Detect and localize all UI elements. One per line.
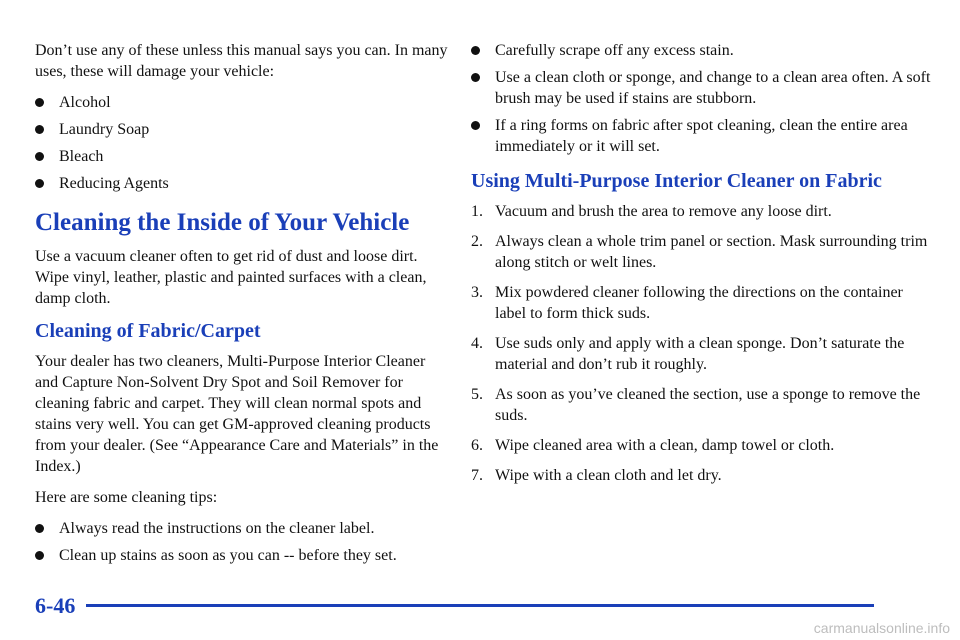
left-column: [35, 40, 450, 572]
list-item: Always read the instructions on the cleaner label.: [35, 518, 450, 539]
page-number: 6-46: [35, 593, 76, 618]
tips-list-continued: [471, 40, 931, 157]
steps-list: [471, 201, 931, 486]
list-item: Laundry Soap: [35, 119, 450, 140]
list-item: 5. As soon as you’ve cleaned the section, use a sponge to remove the suds.: [471, 386, 921, 424]
fabric-paragraph: Your dealer has two cleaners, Multi-Purpose Interior Cleaner and Capture Non-Solvent Dry Spot and Soil Remover for cleaning fabric and carpet. They will clean normal spots and stains very well. You can get GM-approved cleaning products from your dealer. (See “Appearance Care and Materials” in the Index.): [35, 353, 439, 475]
bullet-icon: [35, 152, 44, 161]
list-item: 7. Wipe with a clean cloth and let dry.: [471, 467, 722, 484]
list-item: Carefully scrape off any excess stain.: [471, 40, 931, 61]
subsection-heading: Cleaning of Fabric/Carpet: [35, 320, 261, 342]
list-item: 3. Mix powdered cleaner following the directions on the container label to form thick suds.: [471, 284, 903, 322]
list-item: If a ring forms on fabric after spot cleaning, clean the entire area immediately or it will set.: [471, 115, 931, 157]
subsection-heading: Using Multi-Purpose Interior Cleaner on Fabric: [471, 170, 882, 192]
bullet-icon: [35, 125, 44, 134]
list-item: 1. Vacuum and brush the area to remove any loose dirt.: [471, 203, 832, 220]
bullet-icon: [471, 73, 480, 82]
list-item: Clean up stains as soon as you can -- before they set.: [35, 545, 450, 566]
list-item: Use a clean cloth or sponge, and change to a clean area often. A soft brush may be used if stains are stubborn.: [471, 67, 931, 109]
section-heading: Cleaning the Inside of Your Vehicle: [35, 209, 410, 236]
bullet-icon: [35, 98, 44, 107]
footer-divider: [86, 604, 874, 607]
avoid-list: [35, 92, 450, 194]
bullet-icon: [471, 46, 480, 55]
bullet-icon: [35, 179, 44, 188]
list-item: 6. Wipe cleaned area with a clean, damp towel or cloth.: [471, 437, 835, 454]
bullet-icon: [471, 121, 480, 130]
tips-list: [35, 518, 450, 566]
section-paragraph: Use a vacuum cleaner often to get rid of dust and loose dirt. Wipe vinyl, leather, plastic and painted surfaces with a clean, damp cloth.: [35, 248, 427, 307]
list-item: 2. Always clean a whole trim panel or section. Mask surrounding trim along stitch or welt lines.: [471, 233, 928, 271]
watermark: carmanualsonline.info: [813, 620, 950, 636]
list-item: Bleach: [35, 146, 450, 167]
intro-text: Don’t use any of these unless this manual says you can. In many uses, these will damage your vehicle:: [35, 42, 448, 80]
bullet-icon: [35, 551, 44, 560]
tips-intro: Here are some cleaning tips:: [35, 489, 218, 506]
right-column: [471, 40, 931, 495]
list-item: Reducing Agents: [35, 173, 450, 194]
bullet-icon: [35, 524, 44, 533]
list-item: Alcohol: [35, 92, 450, 113]
list-item: 4. Use suds only and apply with a clean sponge. Don’t saturate the material and don’t rub it roughly.: [471, 335, 905, 373]
